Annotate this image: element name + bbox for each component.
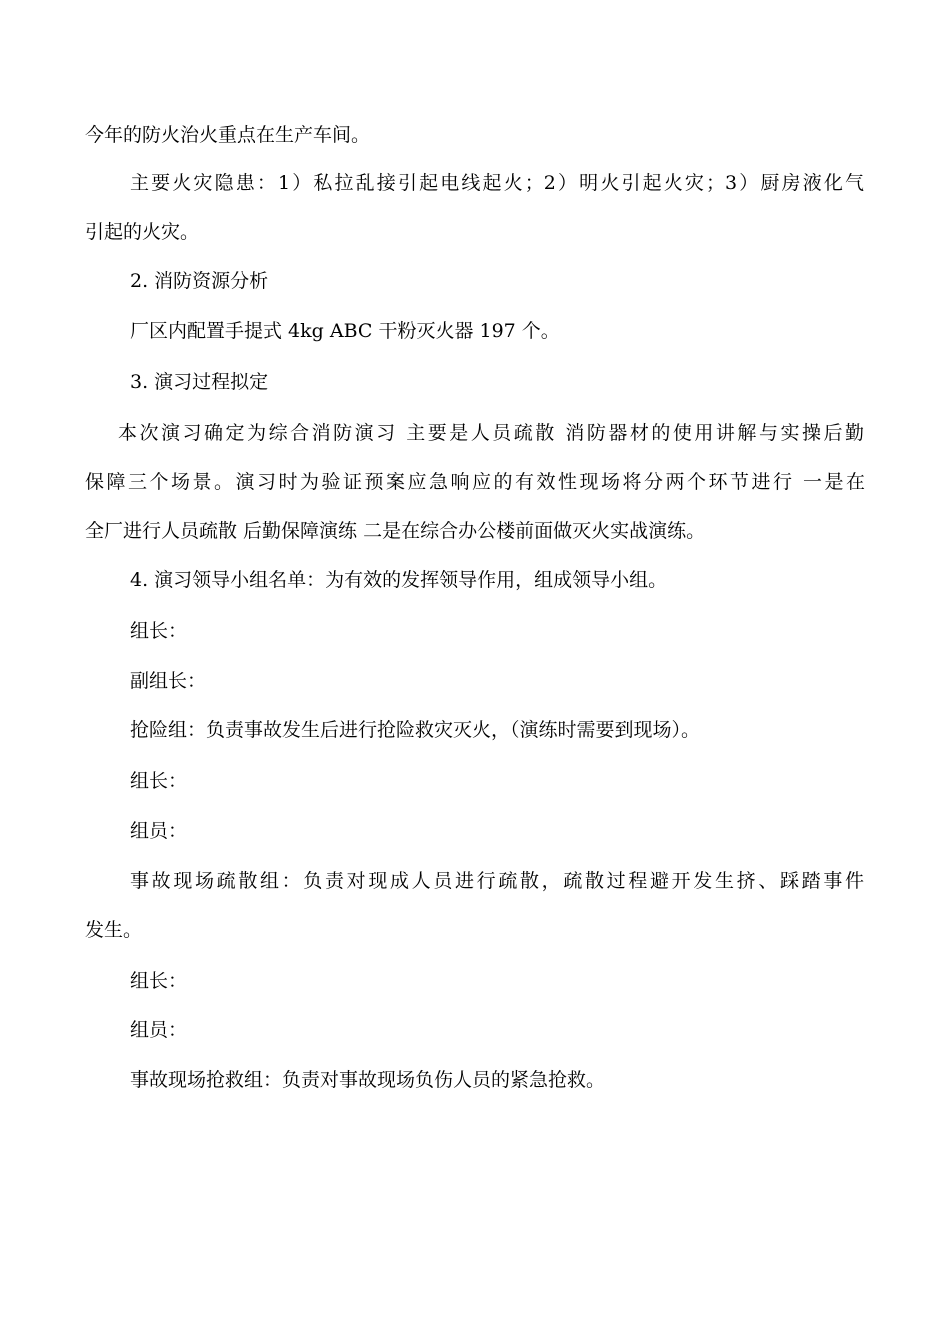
evacuation-group-description-cont: 发生。 <box>85 919 143 941</box>
evacuation-group-members: 组员： <box>130 1019 188 1041</box>
paragraph-line-2: 主要火灾隐患：1）私拉乱接引起电线起火；2）明火引起火灾；3）厨房液化气 <box>130 172 864 194</box>
paragraph-line-4: 厂区内配置手提式 4kg ABC 干粉灭火器 197 个。 <box>130 320 560 342</box>
section-heading-4: 4. 演习领导小组名单：为有效的发挥领导作用，组成领导小组。 <box>130 569 668 591</box>
paragraph-line-3: 引起的火灾。 <box>85 221 200 243</box>
field-deputy-leader: 副组长： <box>130 670 207 692</box>
field-leader: 组长： <box>130 620 188 642</box>
paragraph-line-5: 本次演习确定为综合消防演习 主要是人员疏散 消防器材的使用讲解与实操后勤 <box>118 422 864 444</box>
first-aid-group-description: 事故现场抢救组：负责对事故现场负伤人员的紧急抢救。 <box>130 1069 606 1091</box>
section-heading-3: 3. 演习过程拟定 <box>130 371 269 393</box>
paragraph-line-1: 今年的防火治火重点在生产车间。 <box>85 124 371 146</box>
section-heading-2: 2. 消防资源分析 <box>130 270 269 292</box>
paragraph-line-6: 保障三个场景。演习时为验证预案应急响应的有效性现场将分两个环节进行 一是在 <box>85 471 865 493</box>
evacuation-group-leader: 组长： <box>130 970 188 992</box>
paragraph-line-7: 全厂进行人员疏散 后勤保障演练 二是在综合办公楼前面做灭火实战演练。 <box>85 520 706 542</box>
rescue-group-members: 组员： <box>130 820 188 842</box>
rescue-group-leader: 组长： <box>130 770 188 792</box>
rescue-group-description: 抢险组：负责事故发生后进行抢险救灾灭火，（演练时需要到现场）。 <box>130 719 701 741</box>
evacuation-group-description: 事故现场疏散组：负责对现成人员进行疏散，疏散过程避开发生挤、踩踏事件 <box>130 870 864 892</box>
